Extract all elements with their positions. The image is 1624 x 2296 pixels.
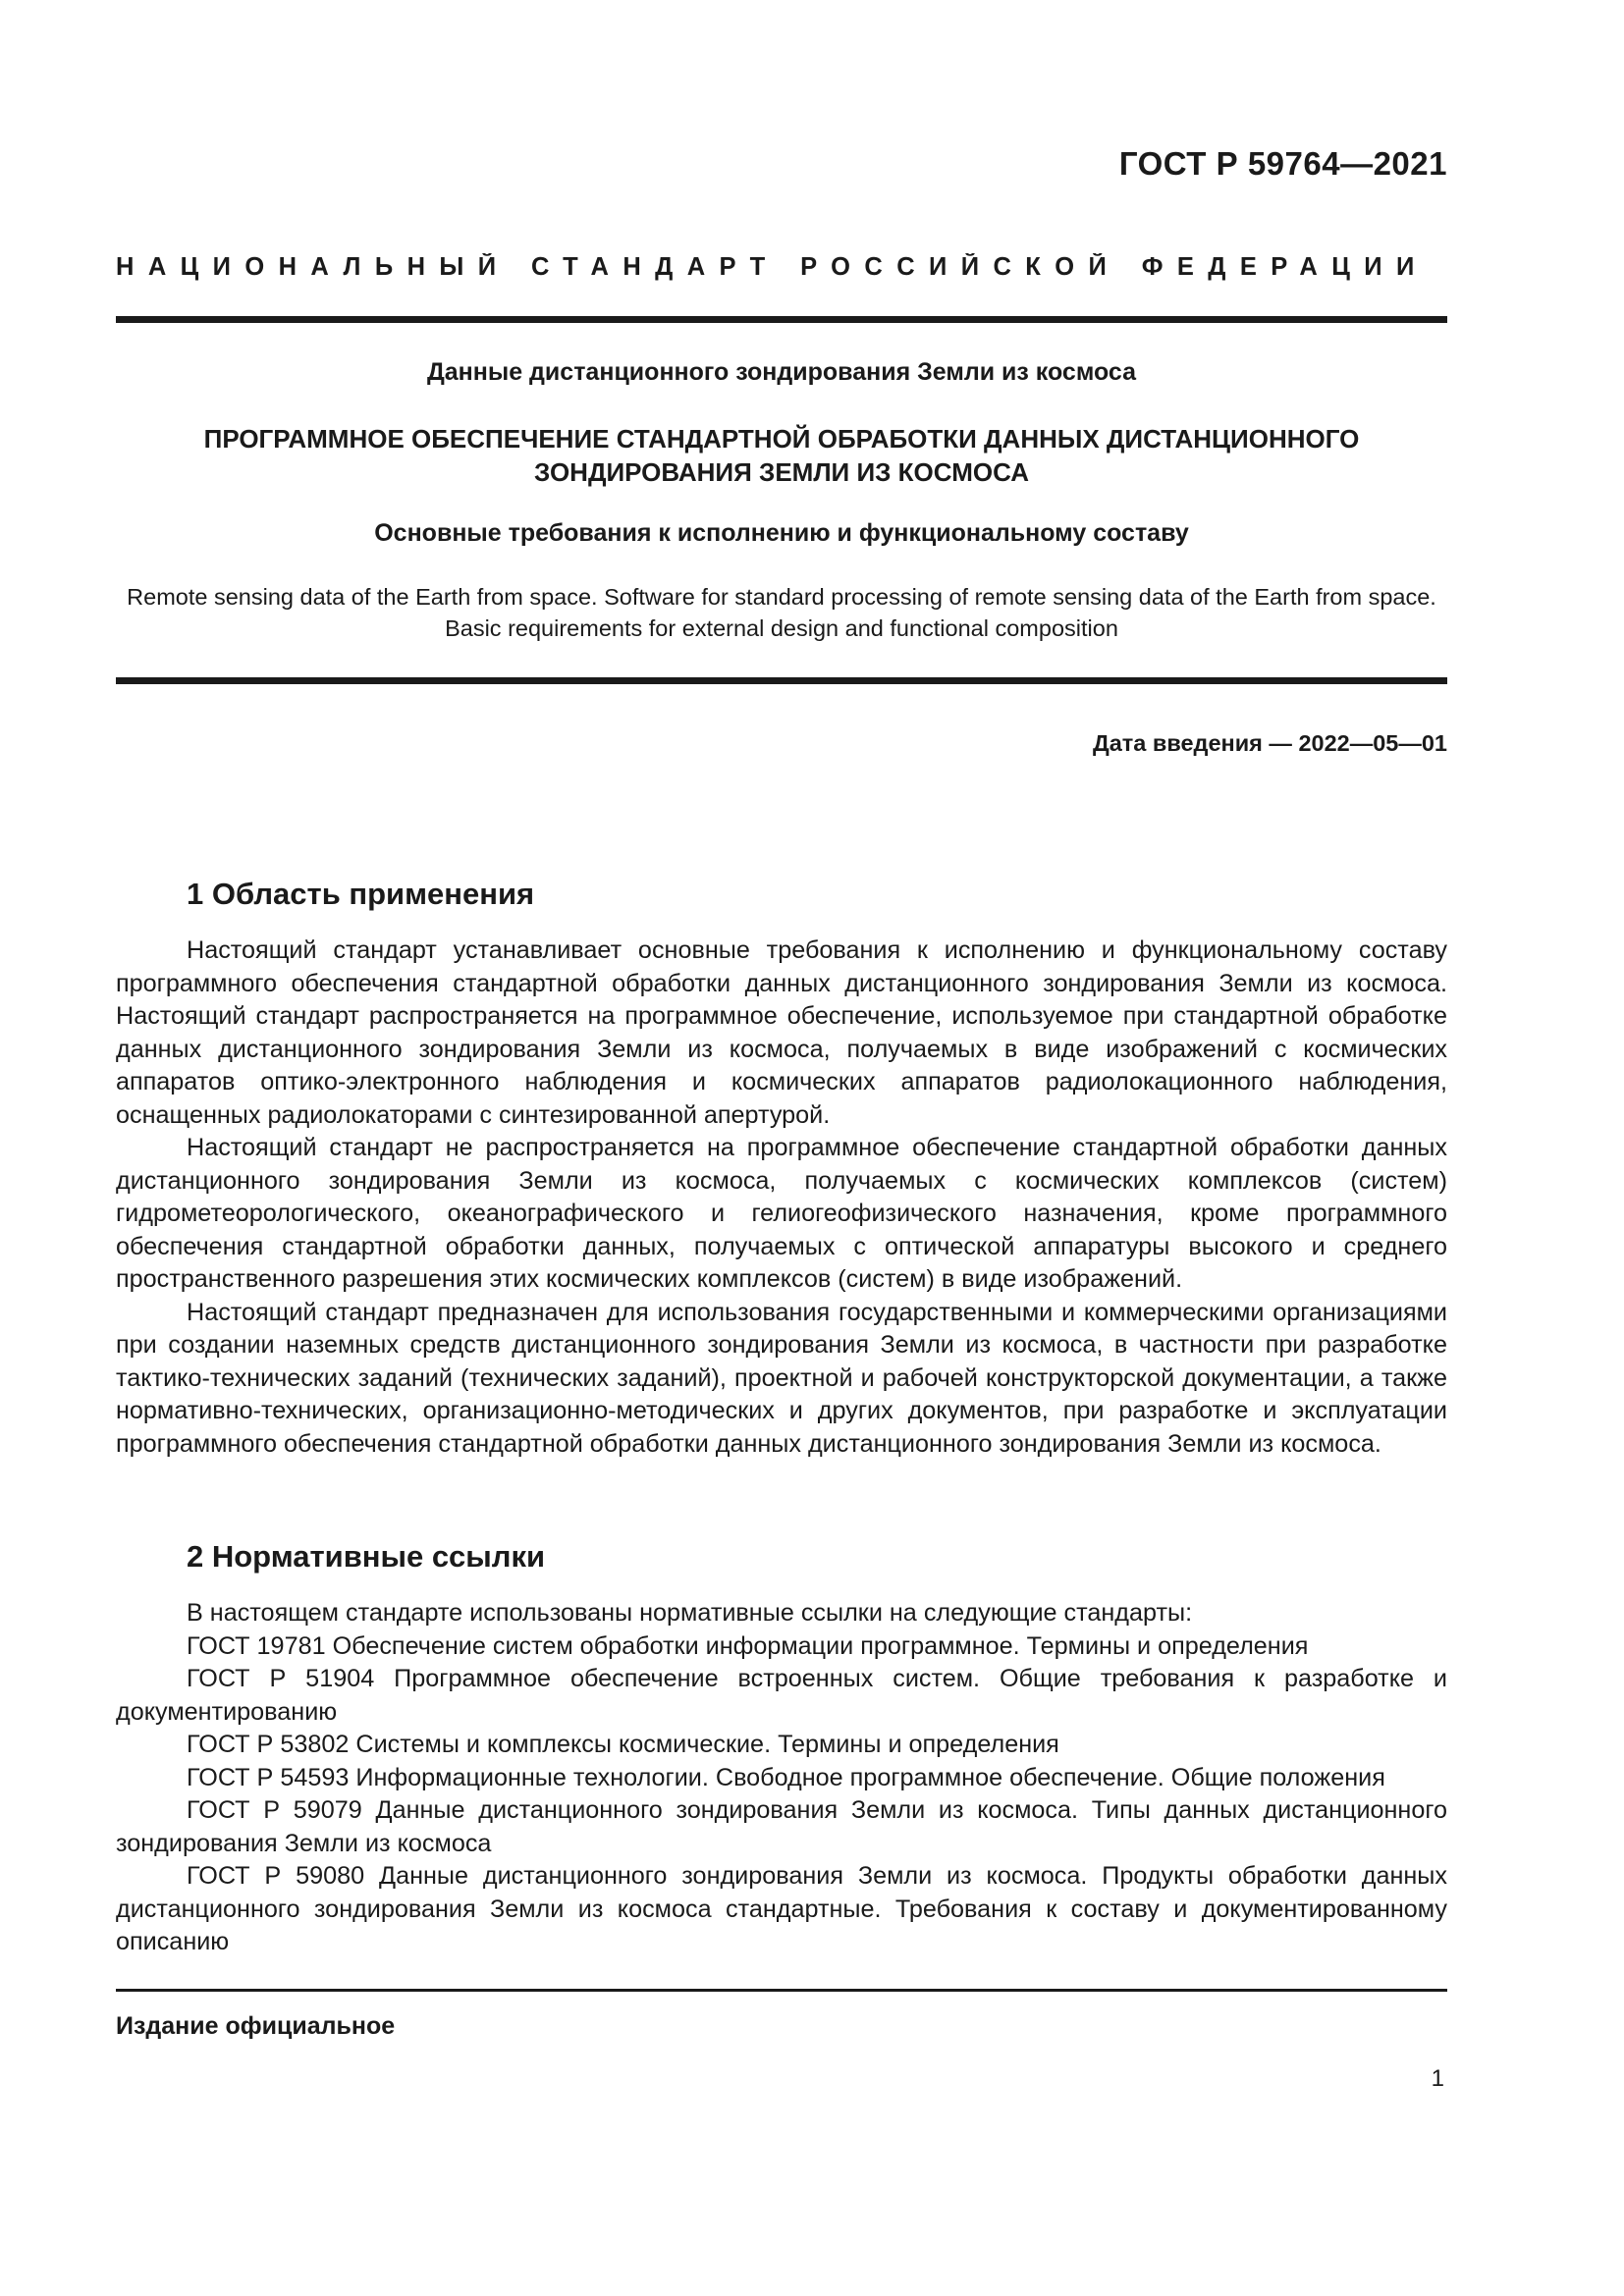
normative-reference: ГОСТ 19781 Обеспечение систем обработки информации программное. Термины и определения xyxy=(187,1631,1309,1660)
standard-subject: Данные дистанционного зондирования Земли из космоса xyxy=(426,358,1137,386)
normative-reference: ГОСТ Р 54593 Информационные технологии. Свободное программное обеспечение. Общие положения xyxy=(187,1763,1385,1791)
normative-reference: ГОСТ Р 53802 Системы и комплексы космические. Термины и определения xyxy=(187,1731,1059,1758)
official-edition-label: Издание официальное xyxy=(116,2012,396,2040)
footer-rule xyxy=(116,1989,1447,1992)
section-1-paragraph: Настоящий стандарт предназначен для использования государственными и коммерческими организациями при создании наземных средств дистанционного зондирования Земли из космоса, в частности при разработке тактико-технических заданий (технических заданий), проектной и рабочей конструкторской документации, а также нормативно-технических, организационно-методических и других документов, при разработке и эксплуатации программного обеспечения стандартной обработки данных дистанционного зондирования Земли из космоса. xyxy=(116,1298,1447,1458)
national-standard-banner: НАЦИОНАЛЬНЫЙ СТАНДАРТ РОССИЙСКОЙ ФЕДЕРАЦИИ xyxy=(116,253,1429,281)
section-2-heading: 2 Нормативные ссылки xyxy=(187,1539,546,1574)
page-number: 1 xyxy=(1431,2065,1444,2092)
section-1-paragraph: Настоящий стандарт не распространяется на программное обеспечение стандартной обработки данных дистанционного зондирования Земли из космоса, получаемых с космических комплексов (систем) гидрометеорологического, океанографического и гелиогеофизического назначения, кроме программного обеспечения стандартной обработки данных, получаемых с оптической аппаратуры высокого и среднего пространственного разрешения этих космических комплексов (систем) в виде изображений. xyxy=(116,1134,1447,1293)
section-2-body xyxy=(116,1597,1447,1959)
top-thick-rule xyxy=(116,316,1447,323)
title-bottom-thick-rule xyxy=(116,677,1447,684)
standard-subtitle: Основные требования к исполнению и функциональному составу xyxy=(374,519,1189,547)
normative-reference: ГОСТ Р 59080 Данные дистанционного зондирования Земли из космоса. Продукты обработки данных дистанционного зондирования Земли из космоса стандартные. Требования к составу и документированному описанию xyxy=(116,1862,1447,1955)
section-1-body xyxy=(116,934,1447,1461)
english-title: Remote sensing data of the Earth from space. Software for standard processing of remote sensing data of the Earth from space. Basic requirements for external design and functional composition xyxy=(127,584,1436,641)
normative-reference-intro: В настоящем стандарте использованы нормативные ссылки на следующие стандарты: xyxy=(187,1599,1193,1627)
standard-main-title: ПРОГРАММНОЕ ОБЕСПЕЧЕНИЕ СТАНДАРТНОЙ ОБРАБОТКИ ДАННЫХ ДИСТАНЦИОННОГО ЗОНДИРОВАНИЯ ЗЕМЛИ ИЗ КОСМОСА xyxy=(203,424,1360,487)
normative-reference: ГОСТ Р 51904 Программное обеспечение встроенных систем. Общие требования к разработке и документированию xyxy=(116,1665,1447,1726)
introduction-date: Дата введения — 2022—05—01 xyxy=(1092,730,1447,756)
document-code: ГОСТ Р 59764—2021 xyxy=(1118,145,1447,182)
section-1-heading: 1 Область применения xyxy=(187,877,535,911)
normative-reference: ГОСТ Р 59079 Данные дистанционного зондирования Земли из космоса. Типы данных дистанционного зондирования Земли из космоса xyxy=(116,1796,1447,1857)
section-1-paragraph: Настоящий стандарт устанавливает основные требования к исполнению и функциональному составу программного обеспечения стандартной обработки данных дистанционного зондирования Земли из космоса. Настоящий стандарт распространяется на программное обеспечение, используемое при стандартной обработке данных дистанционного зондирования Земли из космоса, получаемых в виде изображений с космических аппаратов оптико-электронного наблюдения и космических аппаратов радиолокационного наблюдения, оснащенных радиолокаторами с синтезированной апертурой. xyxy=(116,936,1447,1129)
